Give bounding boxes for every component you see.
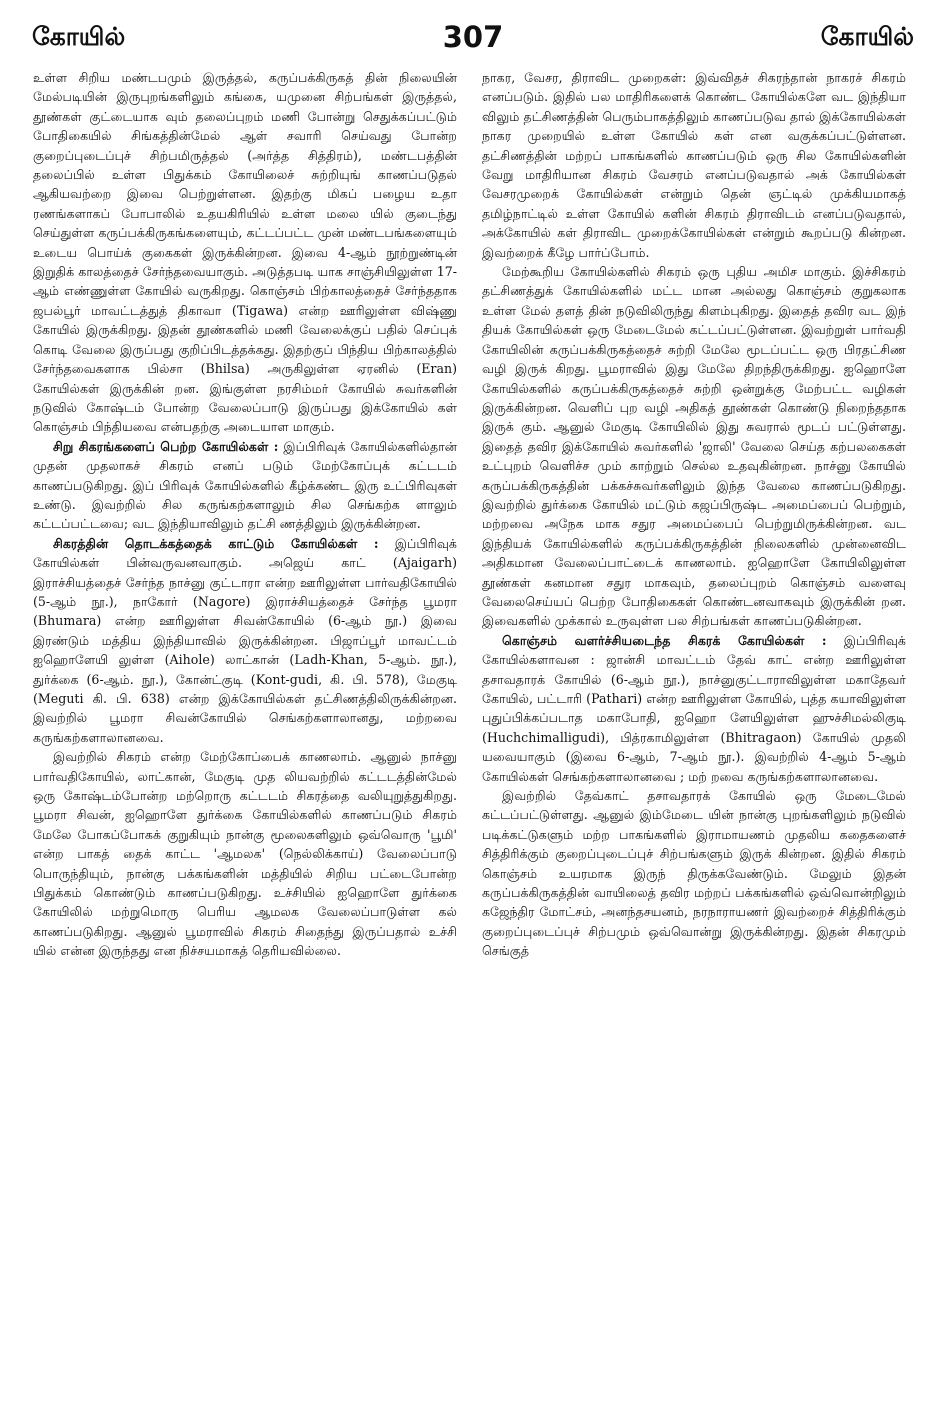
running-head-left: கோயில் <box>32 22 126 51</box>
paragraph-text: இப்பிரிவுக் கோயில்கள் பின்வருவனவாகும். அஜெய் காட் (Ajaigarh) இராச்சியத்தைச் சேர்ந்த நாச்னு குட்டாரா என்ற ஊரிலுள்ள பார்வதிகோயில் (5-ஆம் நூ.), நாகோர் (Nagore) இராச்சியத்தைச் சேர்ந்த பூமரா (Bhumara) என்ற ஊரிலுள்ள சிவன்கோயில் (6-ஆம் நூ.) இவை இரண்டும் மத்திய இந்தியாவில் இருக்கின்றன. பிஜாப்பூர் மாவட்டம் ஐஹொளேயி லுள்ள (Aihole) லாட்கான் (Ladh-Khan, 5-ஆம். நூ.), துர்க்கை (6-ஆம். நூ.), கோன்ட்குடி (Kont-gudi, கி. பி. 578), மேகுடி (Meguti கி. பி. 638) என்ற இக்கோயில்கள் தட்சிணத்திலிருக்கின்றன. இவற்றில் பூமரா சிவன்கோயில் செங்கற்களாலானது, மற்றவை கருங்கற்களாலானவை. <box>33 535 457 745</box>
paragraph <box>33 747 457 960</box>
paragraph <box>33 68 457 437</box>
page-number: 307 <box>442 20 504 54</box>
paragraph <box>482 786 906 961</box>
paragraph-text: இப்பிரிவுக் கோயில்களாவன : ஜான்சி மாவட்டம் தேவ் காட் என்ற ஊரிலுள்ள தசாவதாரக் கோயில் (6-ஆம் நூ.), நாச்னுகுட்டாராவிலுள்ள மகாதேவர் கோயில், பட்டாரி (Pathari) என்ற ஊரிலுள்ள கோயில், புத்த கயாவிலுள்ள புதுப்பிக்கப்படாத மகாபோதி, ஐஹொ ளேயிலுள்ள ஹுச்சிமல்லிகுடி (Huchchimalligudi), பித்ரகாமிலுள்ள (Bhitragaon) கோயில் முதலி யவையாகும் (இவை 6-ஆம், 7-ஆம் நூ.). இவற்றில் 4-ஆம் 5-ஆம் கோயில்கள் செங்கற்களாலானவை ; மற் றவை கருங்கற்களாலானவை. <box>482 632 906 784</box>
paragraph <box>482 631 906 786</box>
paragraph <box>482 262 906 631</box>
section-heading: சிகரத்தின் தொடக்கத்தைக் காட்டும் கோயில்கள் : <box>53 535 379 551</box>
paragraph-text: உள்ள சிறிய மண்டபமும் இருத்தல், கருப்பக்கிருகத் தின் நிலையின் மேல்படியின் இருபுறங்களிலும் கங்கை, யமுனை சிற்பங்கள் இருத்தல், தூண்கள் குட்டையாக வும் தலைப்புறம் மணி போன்று செதுக்கப்பட்டும் போதிகையில் சிங்கத்தின்மேல் ஆள் சவாரி செய்வது போன்ற குறைப்புடைப்புச் சிற்பமிருத்தல் (அர்த்த சித்திரம்), மண்டபத்தின் தலைப்பில் உள்ள பிதுக்கம் கோயிலைச் சுற்றியுங் காணப்படுதல் ஆகியவற்றை இவை பெற்றுள்ளன. இதற்கு மிகப் பழைய உதா ரணங்களாகப் போபாலில் உதயகிரியில் உள்ள மலை யில் குடைந்து செய்துள்ள கருப்பக்கிருகங்களையும், கட்டப்பட்ட முன் மண்டபங்களையும் உடைய பொய்க் குகைகள் இருக்கின்றன. இவை 4-ஆம் நூற்றுண்டின் இறுதிக் காலத்தைச் சேர்ந்தவையாகும். அடுத்தபடி யாக சாஞ்சியிலுள்ள 17-ஆம் எண்ணுள்ள கோயில் வருகிறது. கொஞ்சம் பிற்காலத்தைச் சேர்ந்ததாக ஜபல்பூர் மாவட்டத்துத் திகாவா (Tigawa) என்ற ஊரிலுள்ள விஷ்ணு கோயில் இருக்கிறது. இதன் தூண்களில் மணி வேலைக்குப் பதில் செப்புக் கொடி வேலை இருப்பது குறிப்பிடத்தக்கது. இதற்குப் பிந்திய பிற்காலத்தில் சேர்ந்தவைகளாக பில்சா (Bhilsa) அருகிலுள்ள ஏரனில் (Eran) கோயில்கள் இருக்கின் றன. இங்குள்ள நரசிம்மர் கோயில் சுவர்களின் நடுவில் கோஷ்டம் போன்ற வேலைப்பாடு இருப்பது இக்கோயில் கள் கொஞ்சம் பிந்தியவை என்பதற்கு அடையாள மாகும். <box>33 70 457 435</box>
paragraph <box>33 437 457 534</box>
left-column <box>33 68 457 1408</box>
page-header <box>32 22 914 62</box>
section-heading: சிறு சிகரங்களைப் பெற்ற கோயில்கள் : <box>53 438 279 454</box>
running-head-right: கோயில் <box>820 22 914 51</box>
paragraph-text: இப்பிரிவுக் கோயில்களில்தான் முதன் முதலாகச் சிகரம் எனப் படும் மேற்கோப்புக் கட்டடம் காணப்படுகிறது. இப் பிரிவுக் கோயில்களில் கீழ்க்கண்ட இரு உட்பிரிவுகள் உண்டு. இவற்றில் சில கருங்கற்களாலும் சில செங்கற்க ளாலும் கட்டப்பட்டவை; வட இந்தியாவிலும் தட்சி ணத்திலும் இருக்கின்றன. <box>33 438 457 532</box>
section-heading: கொஞ்சம் வளர்ச்சியடைந்த சிகரக் கோயில்கள் : <box>502 632 827 648</box>
paragraph-text: மேற்கூறிய கோயில்களில் சிகரம் ஒரு புதிய அமிச மாகும். இச்சிகரம் தட்சிணத்துக் கோயில்களில் மட்ட மான அல்லது கொஞ்சம் குறுகலாக உள்ள மேல் தளத் தின் நடுவிலிருந்து கிளம்புகிறது. இதைத் தவிர வட இந் தியக் கோயில்கள் ஒரு மேடைமேல் கட்டப்பட்டுள்ளன. இவற்றுள் பார்வதி கோயிலின் கருப்பக்கிருகத்தைச் சுற்றி மேலே மூடப்பட்ட ஒரு பிரதட்சிண வழி இருக் கிறது. பூமராவில் இது மேலே திறந்திருக்கிறது. ஐஹொளே கோயில்களில் கருப்பக்கிருகத்தைச் சுற்றி ஒன்றுக்கு மேற்பட்ட வழிகள் இருக்கின்றன. வெளிப் புற வழி அதிகத் தூண்கள் கொண்டு நிறைந்ததாக இருக் கும். ஆனுல் மேகுடி கோயிலில் இது சுவரால் மூடப் பட்டுள்ளது. இதைத் தவிர இக்கோயில் சுவர்களில் 'ஜாலி' வேலை செய்த கற்பலகைகள் உட்புறம் வெளிச்ச மும் காற்றும் செல்ல உதவுகின்றன. நாச்னு கோயில் கருப்பக்கிருகத்தின் பக்கச்சுவர்களிலும் இந்த வேலை காணப்படுகிறது. இவற்றில் துர்க்கை கோயில் மட்டும் கஜப்பிருஷ்ட அமைப்பைப் பெற்றும், மற்றவை அநேக மாக சதுர அமைப்பைப் பெற்றுமிருக்கின்றன. வட இந்தியக் கோயில்களில் கருப்பக்கிருகத்தின் நிலைகளில் முன்னைவிட அதிகமான வேலைப்பாட்டைக் காணலாம். ஐஹொளே கோயிலிலுள்ள தூண்கள் கனமான சதுர மாகவும், தலைப்புறம் கொஞ்சம் வளைவு வேலைசெய்யப் பெற்ற போதிகைகள் கொண்டனவாகவும் இருக்கின் றன. இவைகளில் முக்கால் உருவுள்ள பல சிற்பங்கள் காணப்படுகின்றன. <box>482 264 906 629</box>
paragraph <box>33 534 457 747</box>
paragraph-text: இவற்றில் சிகரம் என்ற மேற்கோப்பைக் காணலாம். ஆனுல் நாச்னு பார்வதிகோயில், லாட்கான், மேகுடி முத லியவற்றில் கட்டடத்தின்மேல் ஒரு கோஷ்டம்போன்ற மற்றொரு கட்டடம் சிகரத்தை வலியுறுத்துகிறது. பூமரா சிவன், ஐஹொளே துர்க்கை கோயில்களில் காணப்படும் சிகரம் மேலே போகப்போகக் குறுகியும் நான்கு மூலைகளிலும் ஒவ்வொரு 'பூமி' என்ற பாகத் தைக் காட்ட 'ஆமலக' (நெல்லிக்காய்) வேலைப்பாடு பொருந்தியும், நான்கு பக்கங்களின் மத்தியில் சிறிய பட்டைபோன்ற பிதுக்கம் கொண்டும் காணப்படுகிறது. உச்சியில் ஐஹொளே துர்க்கை கோயிலில் மற்றுமொரு பெரிய ஆமலக வேலைப்பாடுள்ள கல் காணப்படுகிறது. ஆனுல் பூமராவில் சிகரம் சிதைந்து இருப்பதால் உச்சி யில் என்ன இருந்தது என நிச்சயமாகத் தெரியவில்லை. <box>33 749 457 959</box>
paragraph-text: நாகர, வேசர, திராவிட முறைகள்: இவ்விதச் சிகரந்தான் நாகரச் சிகரம் எனப்படும். இதில் பல மாதிரிகளைக் கொண்ட கோயில்களே வட இந்தியா விலும் தட்சிணத்தின் பெரும்பாகத்திலும் காணப்படுவ தால் இக்கோயில்கள் நாகர முறையில் உள்ள கோயில் கள் என வகுக்கப்பட்டுள்ளன. தட்சிணத்தின் மற்றப் பாகங்களில் காணப்படும் ஒரு சில கோயில்களின் வேறு மாதிரியான சிகரம் வேசரம் எனப்படுவதால் அக் கோயில்கள் வேசரமுறைக் கோயில்கள் என்றும் தென் ஞட்டில் முக்கியமாகத் தமிழ்நாட்டில் உள்ள கோயில் களின் சிகரம் திராவிடம் எனப்படுவதால், அக்கோயில் கள் திராவிட முறைக்கோயில்கள் என்றும் கூறப்படு கின்றன. இவற்றைக் கீழே பார்ப்போம். <box>482 70 906 260</box>
right-column <box>482 68 906 1408</box>
paragraph-text: இவற்றில் தேவ்காட் தசாவதாரக் கோயில் ஒரு மேடைமேல் கட்டப்பட்டுள்ளது. ஆனுல் இம்மேடை யின் நான்கு புறங்களிலும் நடுவில் படிக்கட்டுகளும் மற்ற பாகங்களில் இராமாயணம் முதலிய கதைகளைச் சித்திரிக்கும் குறைப்புடைப்புச் சிற்பங்களும் இருக் கின்றன. இதில் சிகரம் கொஞ்சம் உயரமாக இருந் திருக்கவேண்டும். மேலும் இதன் கருப்பக்கிருகத்தின் வாயிலைத் தவிர மற்றப் பக்கங்களில் ஒவ்வொன்றிலும் கஜேந்திர மோட்சம், அனந்தசயனம், நரநாராயணர் இவற்றைச் சித்திரிக்கும் குறைப்புடைப்புச் சிற்பமும் ஒவ்வொன்று இருக்கின்றது. இதன் சிகரமும் செங்குத் <box>482 788 906 959</box>
paragraph <box>482 68 906 262</box>
